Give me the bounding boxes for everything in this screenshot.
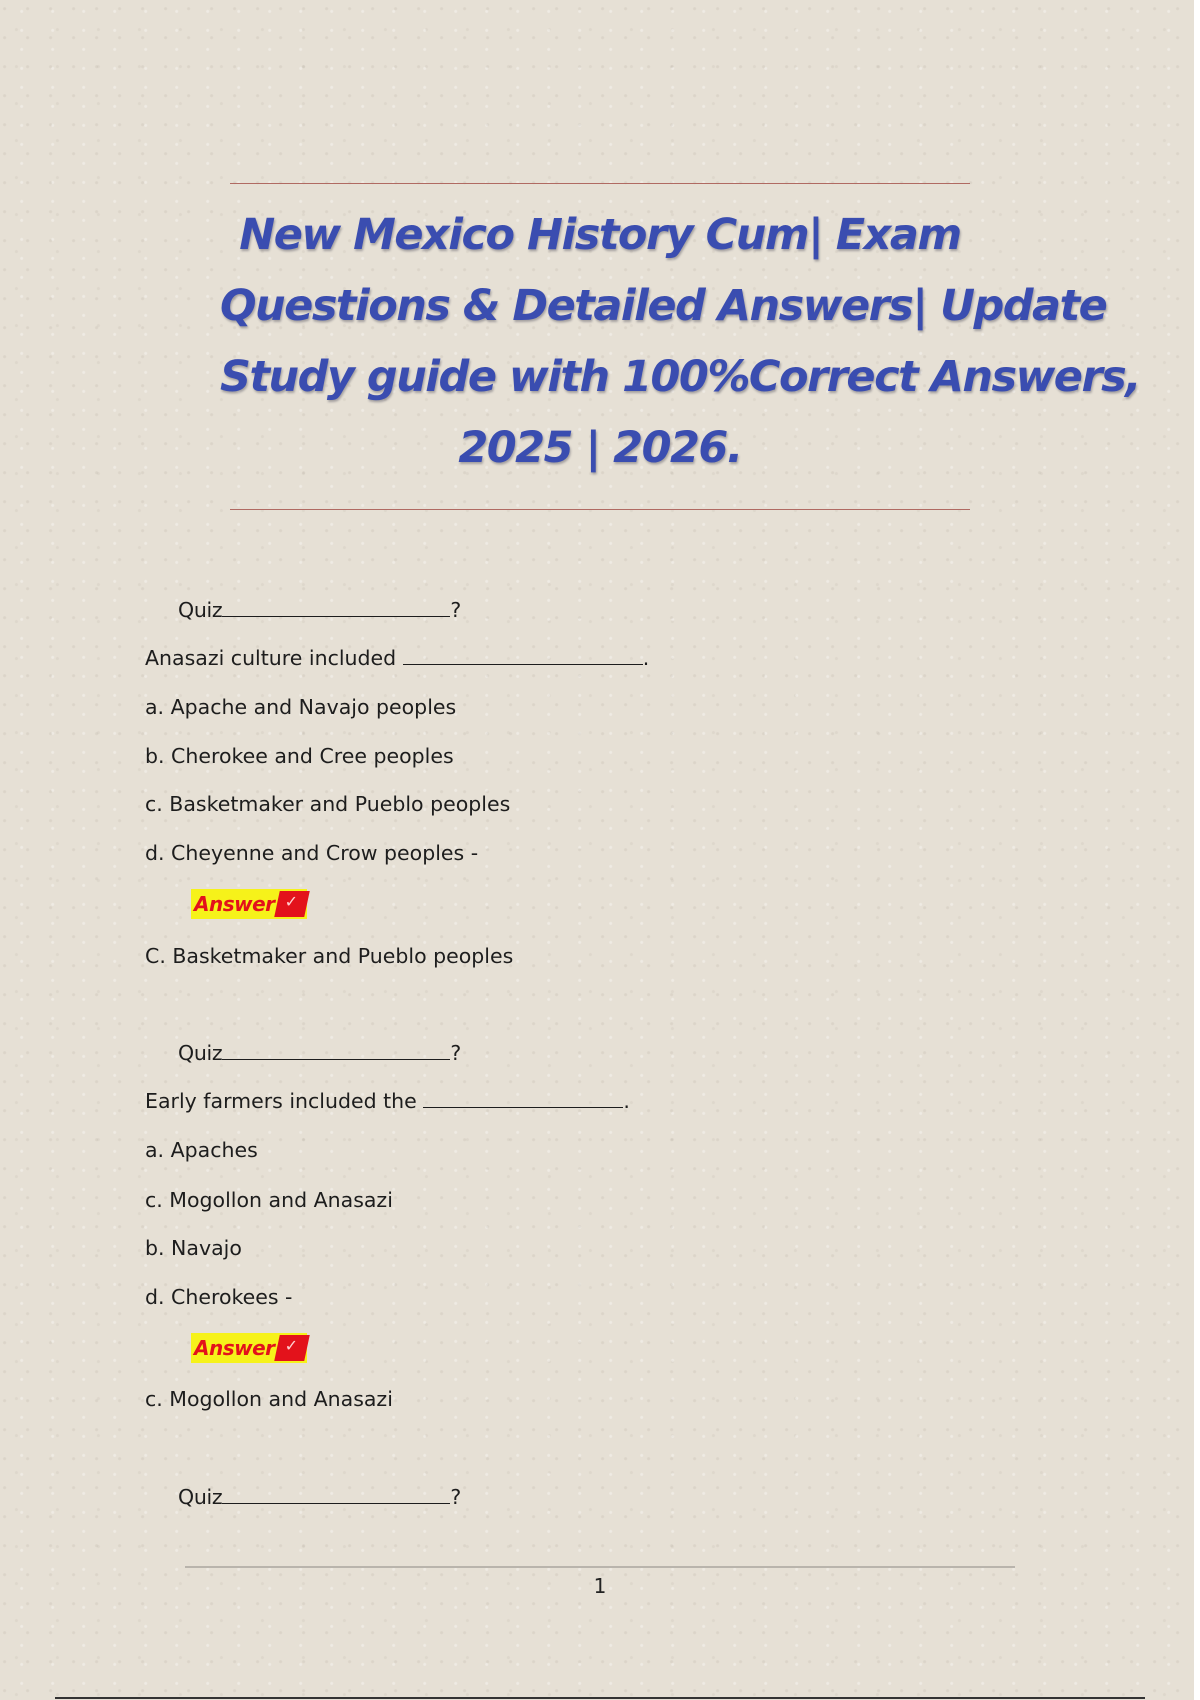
quiz-heading [178, 597, 461, 623]
answer-badge [191, 889, 307, 919]
option-item: a. Apaches [145, 1138, 258, 1162]
answer-badge [191, 1333, 307, 1363]
title-top-rule [230, 183, 970, 184]
document-title [220, 200, 1141, 484]
answer-blank [222, 598, 450, 617]
question-end: . [642, 646, 650, 670]
answer-blank [403, 646, 643, 665]
quiz-suffix: ? [450, 598, 462, 622]
answer-label: Answer [194, 1336, 275, 1360]
quiz-heading [178, 1484, 461, 1510]
answer-text: C. Basketmaker and Pueblo peoples [145, 944, 514, 968]
quiz-label: Quiz [178, 1041, 223, 1065]
title-line-3: Study guide with 100%Correct Answers, [220, 352, 1141, 402]
page-bottom-rule [55, 1697, 1145, 1699]
quiz-label: Quiz [178, 1485, 223, 1509]
page-edge [1194, 0, 1200, 1700]
option-item: b. Cherokee and Cree peoples [145, 744, 454, 768]
question-stem: Early farmers included the [145, 1089, 417, 1113]
question-text [145, 1088, 630, 1114]
quiz-suffix: ? [450, 1041, 462, 1065]
title-line-1: New Mexico History Cum| Exam [239, 210, 961, 260]
quiz-label: Quiz [178, 598, 223, 622]
title-line-2: Questions & Detailed Answers| Update [220, 281, 1107, 331]
answer-blank [222, 1041, 450, 1060]
question-end: . [623, 1089, 630, 1113]
option-item: d. Cheyenne and Crow peoples - [145, 841, 479, 865]
answer-blank [222, 1485, 450, 1504]
option-item: b. Navajo [145, 1236, 242, 1260]
answer-label: Answer [194, 892, 275, 916]
question-text [145, 645, 649, 671]
option-item: d. Cherokees - [145, 1285, 293, 1309]
quiz-suffix: ? [450, 1485, 462, 1509]
option-item: a. Apache and Navajo peoples [145, 695, 457, 719]
quiz-heading [178, 1040, 461, 1066]
check-mark-icon: ✓ [274, 891, 310, 917]
footer-rule [185, 1566, 1015, 1568]
answer-blank [423, 1089, 623, 1108]
option-item: c. Basketmaker and Pueblo peoples [145, 792, 511, 816]
question-stem: Anasazi culture included [145, 646, 397, 670]
page-number: 1 [593, 1574, 607, 1598]
answer-text: c. Mogollon and Anasazi [145, 1387, 393, 1411]
check-mark-icon: ✓ [274, 1335, 310, 1361]
option-item: c. Mogollon and Anasazi [145, 1188, 393, 1212]
title-bottom-rule [230, 509, 970, 510]
title-line-4: 2025 | 2026. [458, 423, 742, 473]
